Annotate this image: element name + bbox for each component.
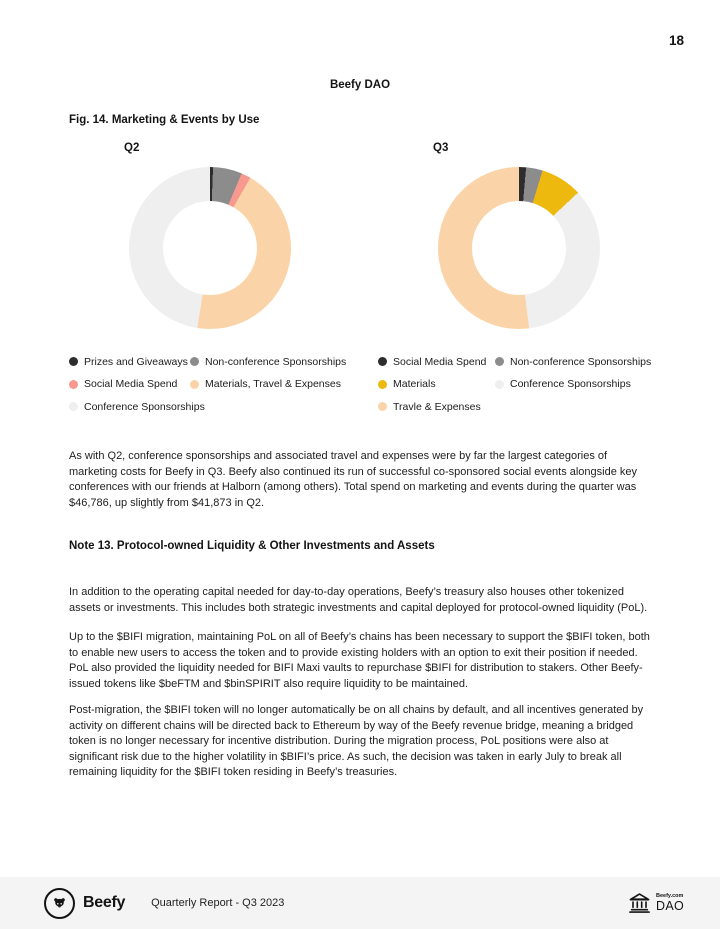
legend-label: Social Media Spend xyxy=(393,355,487,368)
bank-icon xyxy=(628,892,651,914)
footer-brand-group xyxy=(44,888,284,919)
dao-badge-text xyxy=(656,894,684,913)
legend-label: Non-conference Sponsorships xyxy=(205,355,347,368)
donut-chart-q3 xyxy=(438,167,600,329)
legend-label: Prizes and Giveaways xyxy=(84,355,188,368)
report-label: Quarterly Report - Q3 2023 xyxy=(151,897,285,909)
legend-label: Social Media Spend xyxy=(84,378,178,390)
intro-paragraph: As with Q2, conference sponsorships and associated travel and expenses were by far the largest categories of marketing costs for Beefy in Q3. Beefy also continued its run of successful co-sponsored social events alongside key conferences with our friends at Halborn (among others). Total spend on marketing and events during the quarter was $46,786, up slightly from $41,873 in Q2. xyxy=(69,450,638,509)
legend-item xyxy=(190,378,378,391)
chart-q3 xyxy=(378,142,687,413)
badge-site-label: Beefy.com xyxy=(656,892,684,899)
chart-q3-label: Q3 xyxy=(433,142,449,154)
legend-label: Conference Sponsorships xyxy=(510,378,631,390)
beefy-logo xyxy=(44,888,75,919)
legend-label: Materials xyxy=(393,378,436,390)
dao-badge xyxy=(628,892,684,914)
figure-title: Fig. 14. Marketing & Events by Use xyxy=(69,114,260,126)
legend-label: Non-conference Sponsorships xyxy=(510,355,652,368)
legend-swatch xyxy=(378,402,387,411)
chart-q2 xyxy=(69,142,378,413)
legend-swatch xyxy=(378,380,387,389)
legend-item xyxy=(378,355,495,368)
page-number: 18 xyxy=(668,33,684,48)
legend-swatch xyxy=(190,380,199,389)
legend-swatch xyxy=(69,357,78,366)
chart-q2-label: Q2 xyxy=(124,142,140,154)
note-heading: Note 13. Protocol-owned Liquidity & Other Investments and Assets xyxy=(69,540,435,552)
legend-swatch xyxy=(190,357,199,366)
legend-item xyxy=(69,355,190,368)
legend-item xyxy=(378,378,495,391)
brand-name: Beefy xyxy=(83,894,126,911)
doc-title: Beefy DAO xyxy=(329,79,391,91)
chart-q3-legend xyxy=(378,355,687,413)
note-paragraph-2: Up to the $BIFI migration, maintaining PoL on all of Beefy’s chains has been necessary to support the $BIFI token, both to enable new users to access the token and to provide existing holders with an option to exit their position if needed. PoL also provided the liquidity needed for BIFI Maxi vaults to repurchase $BIFI for distribution to stakers. Other Beefy-issued tokens like $beFTM and $binSPIRIT also require liquidity to be maintained. xyxy=(69,631,650,690)
cow-icon xyxy=(52,896,67,911)
figure-charts xyxy=(69,142,687,413)
note-paragraph-1: In addition to the operating capital needed for day-to-day operations, Beefy’s treasury also houses other tokenized assets or investments. This includes both strategic investments and capital deployed for protocol-owned liquidity (PoL). xyxy=(69,586,648,614)
badge-org-label: DAO xyxy=(656,899,684,913)
legend-label: Conference Sponsorships xyxy=(84,400,205,413)
legend-swatch xyxy=(495,380,504,389)
legend-item xyxy=(495,378,687,391)
legend-swatch xyxy=(69,402,78,411)
legend-swatch xyxy=(495,357,504,366)
page-footer xyxy=(0,877,720,929)
legend-label: Travle & Expenses xyxy=(393,400,481,413)
legend-item xyxy=(378,400,495,413)
chart-q2-legend xyxy=(69,355,378,413)
legend-swatch xyxy=(69,380,78,389)
legend-item xyxy=(495,355,687,368)
legend-item xyxy=(69,400,205,413)
legend-label: Materials, Travel & Expenses xyxy=(205,378,341,390)
donut-chart-q2 xyxy=(129,167,291,329)
legend-item xyxy=(69,378,190,391)
legend-item xyxy=(190,355,378,368)
legend-swatch xyxy=(378,357,387,366)
note-paragraph-3: Post-migration, the $BIFI token will no longer automatically be on all chains by default, and all incentives generated by activity on different chains will be directed back to Ethereum by way of the Beefy revenue bridge, meaning a bridged token is no longer necessary for incentive distribution. During the migration process, PoL positions were also at significant risk due to the higher volatility in $BIFI’s price. As such, the decision was taken in early July to break all remaining liquidity for the $BIFI token residing in Beefy’s treasuries. xyxy=(69,704,644,778)
